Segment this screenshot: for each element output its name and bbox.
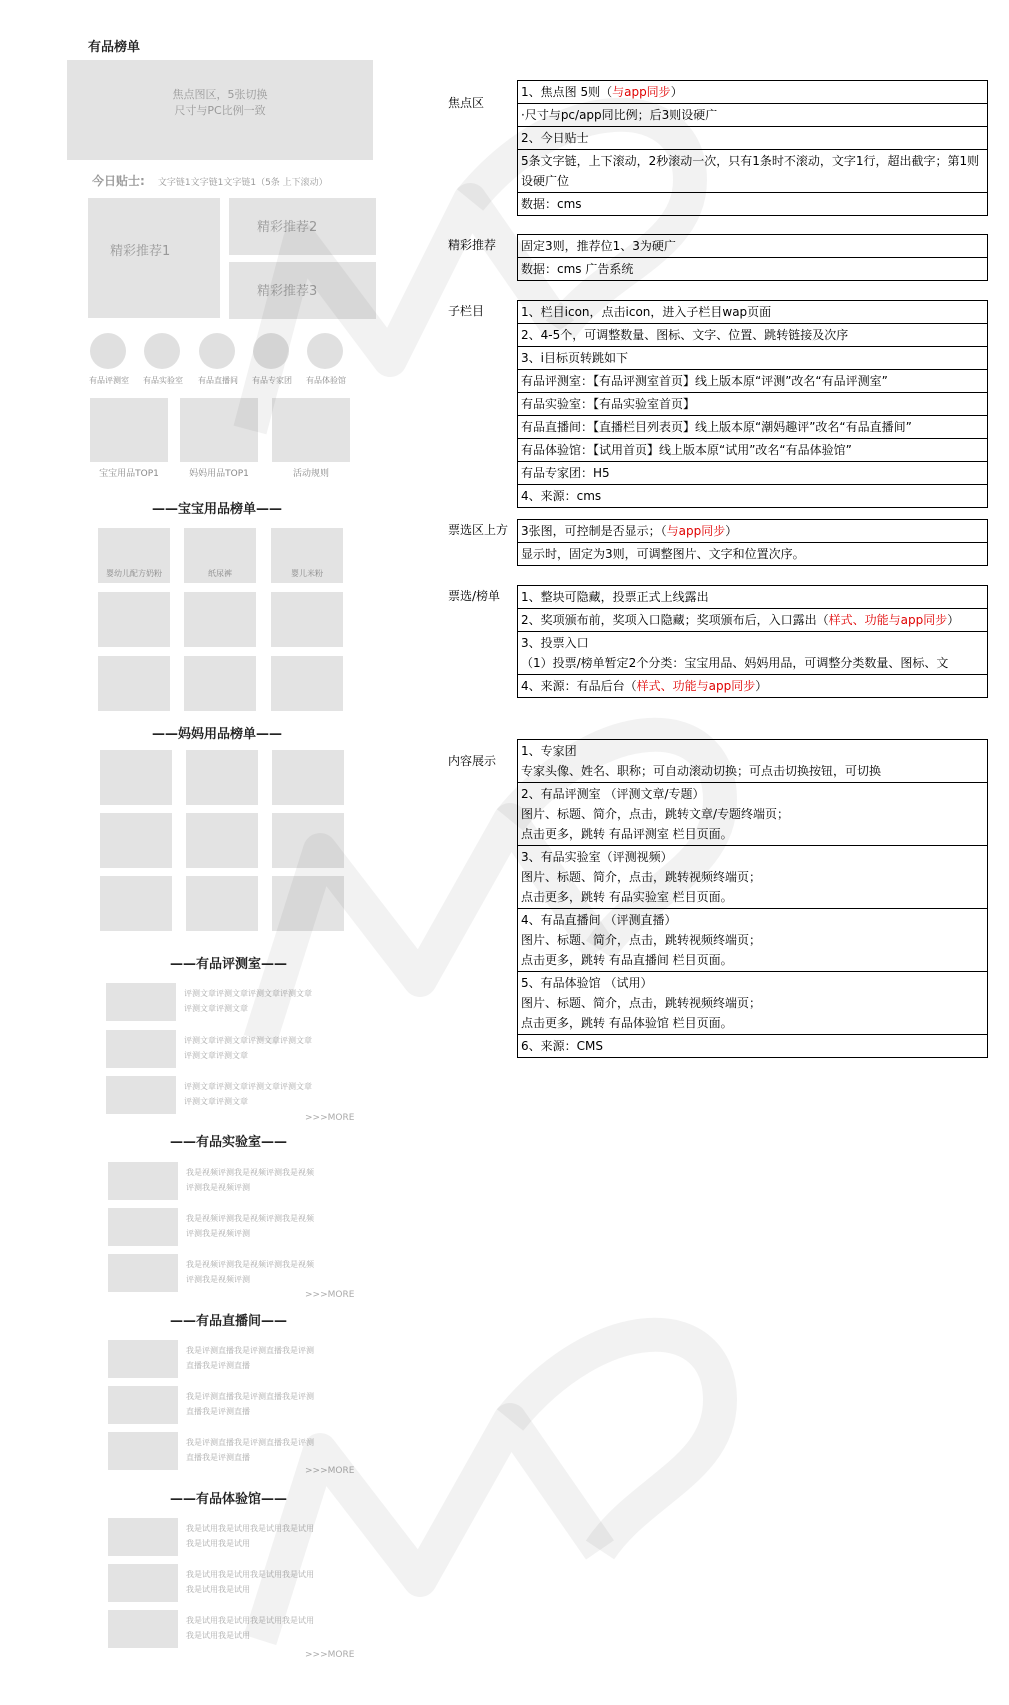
tile-label: 宝宝用品TOP1	[99, 469, 159, 479]
baby-cat-card[interactable]	[98, 656, 170, 711]
recommend-1-label: 精彩推荐1	[110, 244, 171, 259]
highlight-text: 样式、功能与app同步	[828, 613, 948, 627]
list-item-title[interactable]: 我是视频评测我是视频评测我是视频	[186, 1168, 314, 1177]
more-link[interactable]: >>>MORE	[305, 1290, 355, 1300]
list-item-title[interactable]: 评测文章评测文章评测文章评测文章	[184, 1082, 312, 1091]
spec-cell: 固定3则，推荐位1、3为硬广	[518, 235, 988, 258]
spec-row	[518, 416, 988, 439]
recommend-3[interactable]	[229, 262, 376, 319]
tip-label: 今日贴士:	[92, 174, 145, 188]
spec-cell: 2、有品评测室 （评测文章/专题） 图片、标题、简介，点击，跳转文章/专题终端页； 点击更多，跳转 有品评测室 栏目页面。	[518, 783, 988, 846]
spec-cell: 1、专家团 专家头像、姓名、职称；可自动滚动切换；可点击切换按钮，可切换	[518, 740, 988, 783]
section-title-trial: ——有品体验馆——	[170, 1492, 288, 1507]
spec-row	[518, 127, 988, 150]
spec-row	[518, 586, 988, 609]
spec-cell: 有品评测室：【有品评测室首页】线上版本原“评测”改名“有品评测室”	[518, 370, 988, 393]
spec-cell: 1、焦点图 5则（与app同步）	[518, 81, 988, 104]
spec-cell: 3、i目标页转跳如下	[518, 347, 988, 370]
tile-mom-top[interactable]	[180, 398, 258, 462]
spec-cell: 1、整块可隐藏，投票正式上线露出	[518, 586, 988, 609]
list-item-desc: 评测文章评测文章	[184, 1097, 248, 1106]
section-title-review: ——有品评测室——	[170, 957, 288, 972]
subcolumn-icon[interactable]	[90, 333, 126, 369]
list-item-title[interactable]: 我是试用我是试用我是试用我是试用	[186, 1570, 314, 1579]
subcolumn-label: 有品实验室	[143, 376, 183, 385]
recommend-1[interactable]	[88, 198, 220, 318]
baby-cat-label: 婴儿米粉	[291, 569, 323, 578]
mom-cat-card[interactable]	[186, 813, 258, 868]
baby-list-title: ——宝宝用品榜单——	[152, 502, 283, 517]
spec-cell: 2、4-5个，可调整数量、图标、文字、位置、跳转链接及次序	[518, 324, 988, 347]
spec-cell: 5、有品体验馆 （试用） 图片、标题、简介，点击，跳转视频终端页； 点击更多，跳转 有品体验馆 栏目页面。	[518, 972, 988, 1035]
spec-row	[518, 301, 988, 324]
tip-text: 文字链1文字链1文字链1（5条 上下滚动）	[157, 178, 328, 188]
mom-cat-card[interactable]	[100, 813, 172, 868]
spec-row	[518, 783, 988, 846]
spec-cell: 数据：cms	[518, 193, 988, 216]
spec-table-recommend	[517, 234, 988, 281]
list-item-desc: 直播我是评测直播	[186, 1361, 250, 1370]
list-item-desc: 评测我是视频评测	[186, 1229, 250, 1238]
spec-cell: 3、有品实验室（评测视频） 图片、标题、简介，点击，跳转视频终端页； 点击更多，跳转 有品实验室 栏目页面。	[518, 846, 988, 909]
spec-cell: 5条文字链，上下滚动，2秒滚动一次，只有1条时不滚动，文字1行，超出截字；第1则设硬广位	[518, 150, 988, 193]
tile-label: 妈妈用品TOP1	[189, 469, 249, 479]
spec-row	[518, 347, 988, 370]
spec-table-vote	[517, 585, 988, 698]
highlight-text: 与app同步	[612, 85, 671, 99]
spec-cell: 有品专家团：H5	[518, 462, 988, 485]
spec-table-vote-top	[517, 519, 988, 566]
list-item-thumb[interactable]	[108, 1340, 178, 1378]
highlight-text: 与app同步	[666, 524, 726, 538]
list-item-desc: 直播我是评测直播	[186, 1453, 250, 1462]
list-item-title[interactable]: 我是评测直播我是评测直播我是评测	[186, 1346, 314, 1355]
more-link[interactable]: >>>MORE	[305, 1650, 355, 1660]
mom-cat-card[interactable]	[186, 876, 258, 931]
subcolumn-label: 有品专家团	[252, 376, 292, 385]
list-item-desc: 我是试用我是试用	[186, 1585, 250, 1594]
spec-cell: 有品体验馆：【试用首页】线上版本原“试用”改名“有品体验馆”	[518, 439, 988, 462]
recommend-3-label: 精彩推荐3	[257, 284, 318, 299]
mom-cat-card[interactable]	[100, 750, 172, 805]
spec-cell: 4、来源：有品后台（样式、功能与app同步）	[518, 675, 988, 698]
spec-cell: 数据：cms 广告系统	[518, 258, 988, 281]
focus-text-1: 焦点图区，5张切换	[172, 88, 268, 101]
daily-tip[interactable]	[92, 170, 328, 189]
list-item-thumb[interactable]	[106, 1030, 176, 1068]
spec-cell: 3张图，可控制是否显示；（与app同步）	[518, 520, 988, 543]
spec-cell: 有品直播间：【直播栏目列表页】线上版本原“潮妈趣评”改名“有品直播间”	[518, 416, 988, 439]
mom-cat-card[interactable]	[272, 750, 344, 805]
spec-row	[518, 740, 988, 783]
spec-row	[518, 675, 988, 698]
list-item-thumb[interactable]	[108, 1386, 178, 1424]
spec-cell: ·尺寸与pc/app同比例；后3则设硬广	[518, 104, 988, 127]
list-item-thumb[interactable]	[108, 1432, 178, 1470]
spec-label-recommend: 精彩推荐	[448, 238, 497, 252]
list-item-desc: 我是试用我是试用	[186, 1631, 250, 1640]
more-link[interactable]: >>>MORE	[305, 1113, 355, 1123]
baby-cat-card[interactable]	[184, 656, 256, 711]
subcolumn-label: 有品体验馆	[306, 376, 346, 385]
spec-row	[518, 520, 988, 543]
spec-label-focus: 焦点区	[448, 96, 485, 110]
spec-row	[518, 370, 988, 393]
list-item-thumb[interactable]	[106, 1076, 176, 1114]
focus-banner[interactable]	[67, 60, 373, 160]
more-link[interactable]: >>>MORE	[305, 1466, 355, 1476]
subcolumn-icon[interactable]	[253, 333, 289, 369]
spec-table-focus	[517, 80, 988, 216]
list-item-thumb[interactable]	[108, 1518, 178, 1556]
baby-cat-card[interactable]	[184, 592, 256, 647]
baby-cat-label: 纸尿裤	[208, 569, 232, 578]
mom-cat-card[interactable]	[100, 876, 172, 931]
list-item-desc: 我是试用我是试用	[186, 1539, 250, 1548]
list-item-desc: 评测我是视频评测	[186, 1183, 250, 1192]
spec-row	[518, 462, 988, 485]
spec-row	[518, 909, 988, 972]
mom-list-title: ——妈妈用品榜单——	[152, 727, 283, 742]
subcolumn-label: 有品直播间	[198, 376, 238, 385]
list-item-thumb[interactable]	[108, 1162, 178, 1200]
spec-row	[518, 485, 988, 508]
tile-baby-top[interactable]	[90, 398, 168, 462]
spec-cell: 1、栏目icon，点击icon，进入子栏目wap页面	[518, 301, 988, 324]
subcolumn-label: 有品评测室	[89, 376, 129, 385]
spec-label-subcolumn: 子栏目	[448, 304, 485, 318]
subcolumn-icon[interactable]	[144, 333, 180, 369]
spec-row	[518, 543, 988, 566]
list-item-thumb[interactable]	[106, 983, 176, 1021]
spec-cell: 4、有品直播间 （评测直播） 图片、标题、简介，点击，跳转视频终端页； 点击更多，跳转 有品直播间 栏目页面。	[518, 909, 988, 972]
spec-row	[518, 258, 988, 281]
mom-cat-card[interactable]	[186, 750, 258, 805]
list-item-title[interactable]: 我是试用我是试用我是试用我是试用	[186, 1616, 314, 1625]
section-title-live: ——有品直播间——	[170, 1314, 288, 1329]
spec-row	[518, 1035, 988, 1058]
spec-cell: 4、来源：cms	[518, 485, 988, 508]
list-item-desc: 评测文章评测文章	[184, 1051, 248, 1060]
spec-row	[518, 972, 988, 1035]
list-item-title[interactable]: 评测文章评测文章评测文章评测文章	[184, 1036, 312, 1045]
spec-cell: 3、投票入口 （1）投票/榜单暂定2个分类：宝宝用品、妈妈用品，可调整分类数量、图标、文	[518, 632, 988, 675]
spec-row	[518, 104, 988, 127]
list-item-title[interactable]: 评测文章评测文章评测文章评测文章	[184, 989, 312, 998]
spec-label-content: 内容展示	[448, 754, 497, 768]
list-item-thumb[interactable]	[108, 1208, 178, 1246]
list-item-desc: 评测文章评测文章	[184, 1004, 248, 1013]
list-item-thumb[interactable]	[108, 1254, 178, 1292]
list-item-title[interactable]: 我是评测直播我是评测直播我是评测	[186, 1392, 314, 1401]
baby-cat-label: 婴幼儿配方奶粉	[106, 569, 162, 578]
spec-cell: 显示时，固定为3则，可调整图片、文字和位置次序。	[518, 543, 988, 566]
spec-row	[518, 632, 988, 675]
recommend-2[interactable]	[229, 198, 376, 255]
spec-table-subcolumn	[517, 300, 988, 508]
spec-cell: 2、今日贴士	[518, 127, 988, 150]
spec-row	[518, 81, 988, 104]
tile-rules[interactable]	[272, 398, 350, 462]
spec-label-vote-top: 票选区上方	[448, 523, 509, 537]
spec-cell: 6、来源：CMS	[518, 1035, 988, 1058]
highlight-text: 样式、功能与app同步	[636, 679, 756, 693]
spec-table-content	[517, 739, 988, 1058]
spec-label-vote: 票选/榜单	[448, 589, 501, 603]
list-item-title[interactable]: 我是试用我是试用我是试用我是试用	[186, 1524, 314, 1533]
spec-row	[518, 193, 988, 216]
spec-cell: 有品实验室：【有品实验室首页】	[518, 393, 988, 416]
list-item-title[interactable]: 我是评测直播我是评测直播我是评测	[186, 1438, 314, 1447]
recommend-2-label: 精彩推荐2	[257, 220, 318, 235]
page-title: 有品榜单	[88, 40, 141, 55]
baby-cat-card[interactable]	[271, 656, 343, 711]
list-item-thumb[interactable]	[108, 1610, 178, 1648]
focus-text-2: 尺寸与PC比例一致	[174, 104, 266, 117]
section-title-lab: ——有品实验室——	[170, 1135, 288, 1150]
spec-row	[518, 324, 988, 347]
subcolumn-icon[interactable]	[307, 333, 343, 369]
tile-label: 活动规则	[292, 469, 329, 479]
baby-cat-card[interactable]	[98, 592, 170, 647]
list-item-title[interactable]: 我是视频评测我是视频评测我是视频	[186, 1260, 314, 1269]
spec-row	[518, 439, 988, 462]
list-item-title[interactable]: 我是视频评测我是视频评测我是视频	[186, 1214, 314, 1223]
spec-row	[518, 393, 988, 416]
spec-row	[518, 846, 988, 909]
spec-row	[518, 150, 988, 193]
spec-cell: 2、奖项颁布前，奖项入口隐藏；奖项颁布后，入口露出（样式、功能与app同步）	[518, 609, 988, 632]
subcolumn-icon[interactable]	[199, 333, 235, 369]
spec-row	[518, 235, 988, 258]
list-item-desc: 直播我是评测直播	[186, 1407, 250, 1416]
list-item-thumb[interactable]	[108, 1564, 178, 1602]
list-item-desc: 评测我是视频评测	[186, 1275, 250, 1284]
spec-row	[518, 609, 988, 632]
baby-cat-card[interactable]	[271, 592, 343, 647]
mom-cat-card[interactable]	[272, 813, 344, 868]
mom-cat-card[interactable]	[272, 876, 344, 931]
